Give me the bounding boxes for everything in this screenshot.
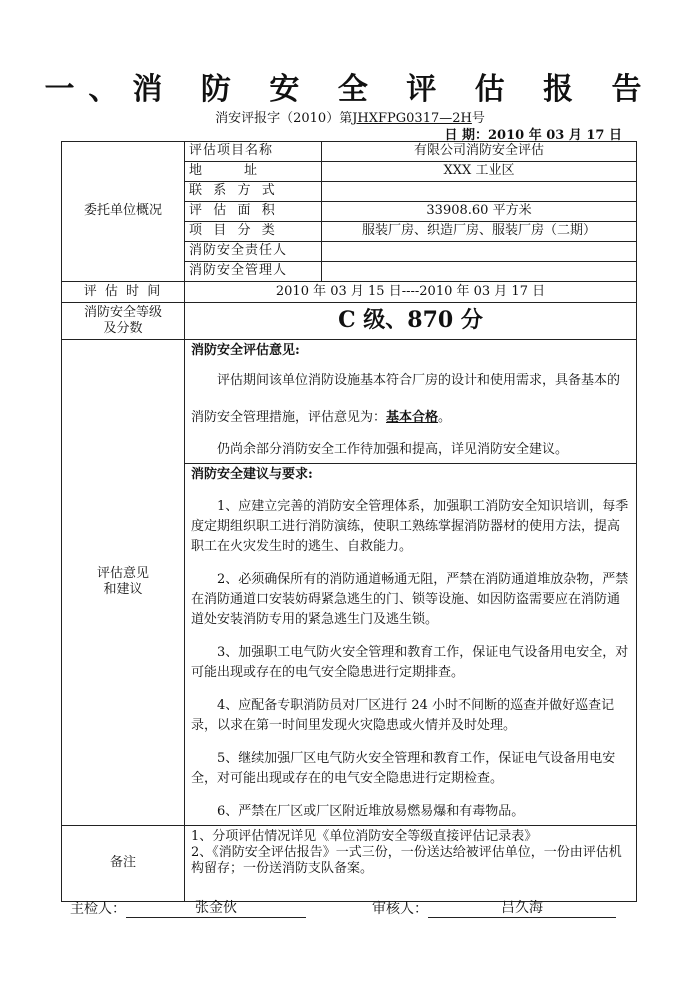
suggestion-item: 5、继续加强厂区电气防火安全管理和教育工作，保证电气设备用电安全，对可能出现或存在的电气安全隐患进行定期检查。 (191, 750, 616, 786)
notes-label: 备注 (62, 825, 185, 901)
client-field-label: 消防安全管理人 (185, 262, 322, 282)
report-number-suffix: 号 (471, 111, 485, 126)
opinion-section-label (62, 340, 185, 826)
client-section-label: 委托单位概况 (62, 142, 185, 282)
note-item: 2、《消防安全评估报告》一式三份，一份送达给被评估单位，一份由评估机构留存；一份送消防支队备案。 (191, 844, 622, 876)
report-number-prefix: 消安评报字（2010）第 (215, 111, 353, 126)
client-field-value: XXX 工业区 (322, 162, 637, 182)
client-field-label: 消防安全责任人 (185, 242, 322, 262)
suggestion-item: 6、严禁在厂区或厂区附近堆放易燃易爆和有毒物品。 (217, 803, 525, 819)
grade-label-line2: 及分数 (103, 321, 143, 336)
grade-label (62, 303, 185, 340)
suggestion-item: 2、必须确保所有的消防通道畅通无阻，严禁在消防通道堆放杂物，严禁在消防通道口安装妨碍紧急逃生的门、锁等设施、如因防盗需要应在消防通道处安装消防专用的紧急逃生门及逃生锁。 (191, 571, 629, 627)
inspector-name: 张金伙 (126, 897, 306, 918)
suggestions-heading: 消防安全建议与要求: (191, 467, 313, 483)
opinion-cell (185, 340, 637, 464)
client-field-value (322, 262, 637, 282)
client-field-label: 联 系 方 式 (185, 182, 322, 202)
suggestion-item: 1、应建立完善的消防安全管理体系，加强职工消防安全知识培训，每季度定期组织职工进行消防演练，使职工熟练掌握消防器材的使用方法，提高职工在火灾发生时的逃生、自救能力。 (191, 498, 629, 554)
inspector-label: 主检人： (70, 901, 126, 917)
eval-time-label: 评 估 时 间 (62, 282, 185, 303)
grade-value: C 级、870 分 (185, 303, 637, 340)
opinion-paragraph (191, 362, 630, 436)
client-field-label: 评估项目名称 (185, 142, 322, 162)
opinion-heading: 消防安全评估意见: (191, 343, 300, 358)
evaluation-table (61, 141, 637, 902)
client-field-label: 评 估 面 积 (185, 202, 322, 222)
report-title: 一、消 防 安 全 评 估 报 告 (44, 72, 656, 107)
eval-time-value: 2010 年 03 月 15 日----2010 年 03 月 17 日 (185, 282, 637, 303)
notes-cell (185, 825, 637, 901)
reviewer-name: 吕久海 (428, 897, 616, 918)
reviewer-signature (372, 897, 616, 918)
report-number: JHXFPG0317—2H (352, 111, 472, 126)
client-field-value: 服装厂房、织造厂房、服装厂房（二期） (322, 222, 637, 242)
grade-label-line1: 消防安全等级 (83, 304, 162, 320)
suggestions-cell (185, 464, 637, 825)
reviewer-label: 审核人： (372, 901, 428, 917)
client-field-value (322, 182, 637, 202)
client-field-value: 有限公司消防安全评估 (322, 142, 637, 162)
opinion-result: 基本合格 (386, 410, 439, 426)
report-date: 日 期：2010 年 03 月 17 日 (444, 128, 622, 143)
suggestion-item: 4、应配备专职消防员对厂区进行 24 小时不间断的巡查并做好巡查记录，以求在第一时间里发现火灾隐患或火情并及时处理。 (191, 697, 615, 733)
opinion-label-line1: 评估意见 (96, 566, 149, 581)
client-field-value (322, 242, 637, 262)
client-field-label: 地 址 (185, 162, 322, 182)
client-field-label: 项 目 分 类 (185, 222, 322, 242)
opinion-text2: 仍尚余部分消防安全工作待加强和提高，详见消防安全建议。 (217, 442, 569, 458)
note-item: 1、分项评估情况详见《单位消防安全等级直接评估记录表》 (191, 828, 538, 844)
opinion-label-line2: 和建议 (103, 582, 143, 598)
inspector-signature (70, 897, 306, 918)
suggestion-item: 3、加强职工电气防火安全管理和教育工作，保证电气设备用电安全，对可能出现或存在的电气安全隐患进行定期排查。 (191, 644, 629, 680)
opinion-period: 。 (438, 410, 452, 426)
client-field-value: 33908.60 平方米 (322, 202, 637, 222)
opinion-text: 评估期间该单位消防设施基本符合厂房的设计和使用需求，具备基本的消防安全管理措施，评估意见为： (191, 373, 621, 426)
